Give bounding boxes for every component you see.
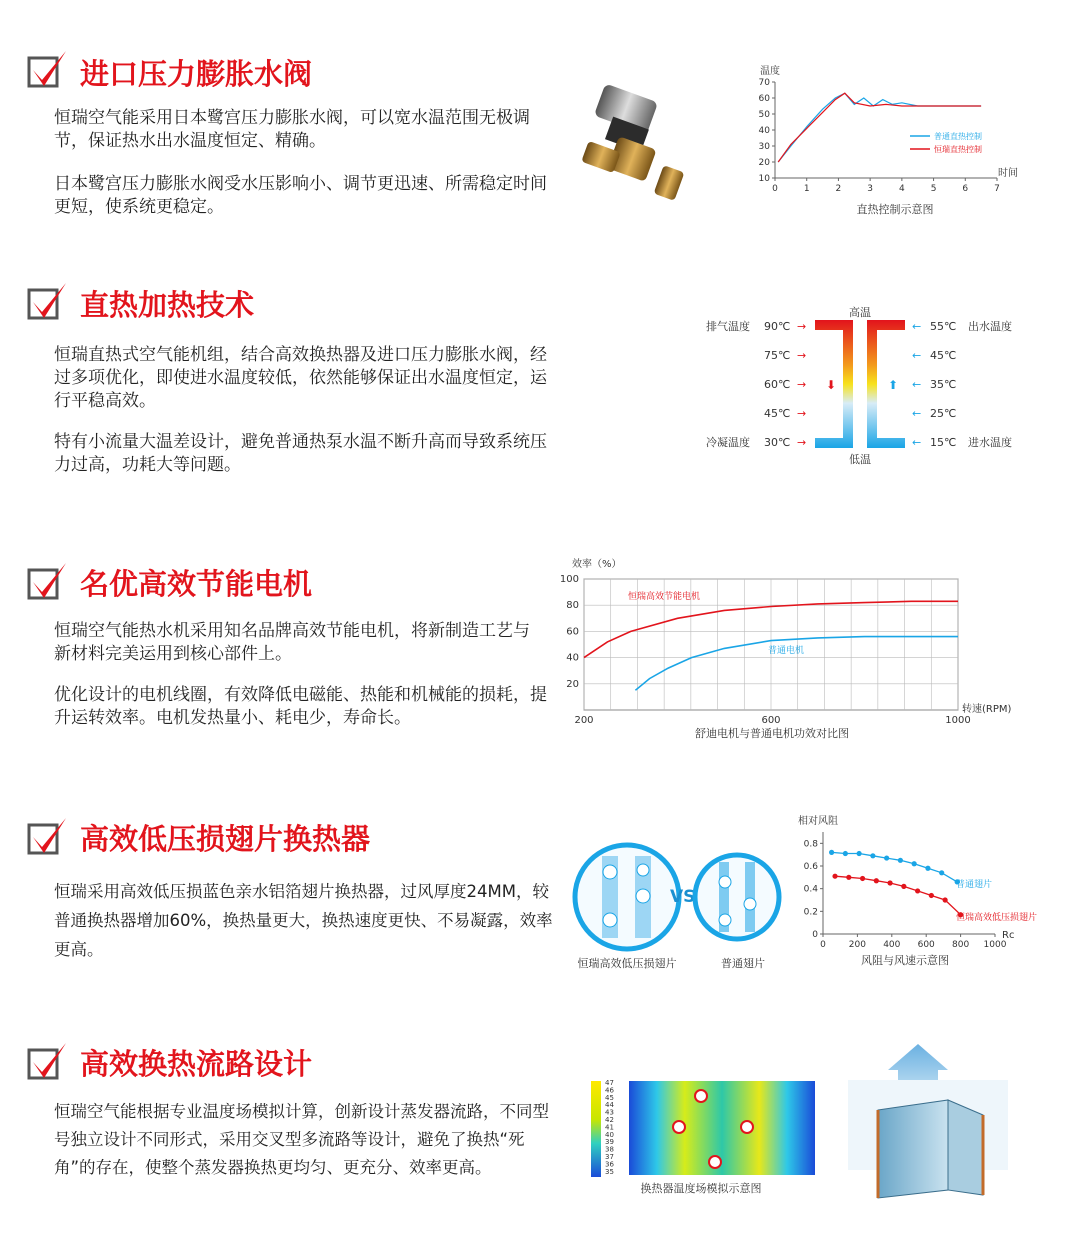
y-tick-label: 0.4 — [803, 884, 818, 895]
section-paragraph: 恒瑞空气能热水机采用知名品牌高效节能电机，将新制造工艺与新材料完美运用到核心部件上。 — [54, 621, 530, 664]
vs-label: VS — [670, 887, 696, 907]
arrow-left-icon: ← — [912, 378, 922, 391]
right-temp-label: 15℃ — [930, 436, 957, 449]
scale-tick-label: 40 — [605, 1130, 614, 1139]
data-point — [870, 853, 875, 858]
section-title: 直热加热技术 — [80, 288, 255, 322]
check-icon — [26, 48, 70, 92]
data-point — [860, 876, 865, 881]
series-line-2 — [835, 876, 961, 915]
chart-title: 直热控制示意图 — [856, 203, 934, 216]
data-point — [912, 861, 917, 866]
x-tick-label: 4 — [898, 184, 905, 194]
up-arrow-icon: ⬆ — [888, 378, 899, 392]
right-temp-label: 25℃ — [930, 407, 957, 420]
data-point — [939, 870, 944, 875]
data-point — [943, 897, 948, 902]
left-temp-label: 30℃ — [764, 436, 791, 449]
series-label: 普通翅片 — [956, 880, 993, 890]
chart-title: 风阻与风速示意图 — [861, 954, 949, 967]
x-tick-label: 400 — [883, 940, 901, 950]
section-title: 高效低压损翅片换热器 — [80, 822, 371, 856]
data-point — [829, 850, 834, 855]
x-tick-label: 200 — [574, 715, 594, 726]
temperature-field-chart — [585, 1075, 825, 1200]
left-temp-label: 90℃ — [764, 320, 791, 333]
temperature-field — [629, 1081, 815, 1175]
expansion-valve-image — [578, 72, 696, 212]
section-paragraph: 恒瑞空气能根据专业温度场模拟计算，创新设计蒸发器流路，不同型号独立设计不同形式，采用交叉型多流路等设计，避免了换热“死角”的存在，使整个蒸发器换热更均匀、更充分、效率更高。 — [54, 1102, 549, 1177]
x-tick-label: 5 — [930, 184, 937, 194]
check-icon — [26, 815, 70, 859]
diagram-bottom-label: 低温 — [849, 453, 871, 466]
wind-resistance-chart — [790, 812, 1070, 972]
x-tick-label: 800 — [952, 940, 970, 950]
left-title: 排气温度 — [706, 320, 750, 333]
scale-tick-label: 38 — [605, 1145, 614, 1154]
section-paragraph: 日本鹭宫压力膨胀水阀受水压影响小、调节更迅速、所需稳定时间更短，使系统更稳定。 — [54, 174, 547, 217]
x-tick-label: 2 — [835, 184, 842, 194]
scale-tick-label: 41 — [605, 1123, 614, 1132]
left-temp-label: 75℃ — [764, 349, 791, 362]
chart-ylabel: 相对风阻 — [798, 816, 838, 827]
y-tick-label: 0.8 — [803, 839, 818, 850]
series-line-2 — [635, 637, 958, 691]
fin-comparison-image — [565, 840, 795, 975]
y-tick-label: 60 — [566, 626, 579, 638]
data-point — [887, 880, 892, 885]
chart-title: 换热器温度场模拟示意图 — [640, 1182, 762, 1195]
y-tick-label: 0 — [812, 930, 818, 940]
arrow-left-icon: ← — [912, 320, 922, 333]
section-paragraph: 恒瑞空气能采用日本鹭宫压力膨胀水阀，可以宽水温范围无极调节，保证热水出水温度恒定、精确。 — [54, 108, 530, 151]
left-fin-label: 恒瑞高效低压损翅片 — [577, 957, 677, 970]
legend-label: 普通直热控制 — [934, 132, 982, 141]
data-point — [901, 884, 906, 889]
right-heat-column — [867, 320, 905, 448]
right-fin-circle — [695, 855, 779, 939]
y-tick-label: 40 — [566, 652, 579, 664]
chart-title: 舒迪电机与普通电机功效对比图 — [695, 727, 849, 740]
check-icon — [26, 560, 70, 604]
x-tick-label: 600 — [761, 715, 781, 726]
section-title: 名优高效节能电机 — [80, 567, 313, 601]
right-fin-label: 普通翅片 — [721, 957, 765, 970]
scale-tick-label: 36 — [605, 1160, 614, 1169]
arrow-left-icon: ← — [912, 436, 922, 449]
series-label: 恒瑞高效低压损翅片 — [956, 913, 1038, 923]
data-point — [846, 875, 851, 880]
left-bottom-title: 冷凝温度 — [706, 436, 750, 449]
scale-tick-label: 39 — [605, 1138, 614, 1147]
arrow-right-icon: → — [797, 436, 807, 449]
legend-label: 恒瑞直热控制 — [934, 145, 982, 154]
series-label: 普通电机 — [768, 646, 805, 656]
x-tick-label: 0 — [820, 940, 826, 950]
y-tick-label: 20 — [566, 678, 579, 690]
left-temp-label: 45℃ — [764, 407, 791, 420]
chart-xlabel: Rc — [1002, 930, 1015, 941]
arrow-left-icon: ← — [912, 407, 922, 420]
scale-tick-label: 42 — [605, 1116, 614, 1124]
data-point — [874, 878, 879, 883]
y-tick-label: 60 — [758, 94, 770, 104]
chart-ylabel: 效率（%） — [572, 559, 622, 570]
left-temp-label: 60℃ — [764, 378, 791, 391]
scale-tick-label: 47 — [605, 1079, 614, 1087]
right-temp-label: 35℃ — [930, 378, 957, 391]
scale-tick-label: 35 — [605, 1167, 614, 1176]
data-point — [843, 851, 848, 856]
section-title: 高效换热流路设计 — [80, 1047, 313, 1081]
y-tick-label: 0.6 — [803, 862, 818, 872]
motor-efficiency-chart — [560, 555, 1030, 745]
arrow-right-icon: → — [797, 349, 807, 362]
y-tick-label: 80 — [566, 600, 579, 612]
arrow-right-icon: → — [797, 378, 807, 391]
data-point — [929, 893, 934, 898]
check-icon — [26, 280, 70, 324]
x-tick-label: 1000 — [983, 940, 1007, 950]
scale-tick-label: 45 — [605, 1093, 614, 1102]
chart-xlabel: 时间 — [998, 168, 1018, 179]
x-tick-label: 6 — [962, 184, 969, 194]
chart-ylabel: 温度 — [760, 66, 780, 77]
data-point — [884, 855, 889, 860]
x-tick-label: 3 — [867, 184, 874, 194]
right-temp-label: 55℃ — [930, 320, 957, 333]
scale-tick-label: 46 — [605, 1086, 614, 1095]
y-tick-label: 40 — [758, 126, 770, 136]
scale-tick-label: 44 — [605, 1101, 614, 1110]
section-paragraph: 恒瑞直热式空气能机组，结合高效换热器及进口压力膨胀水阀，经过多项优化，即使进水温度较低，依然能够保证出水温度恒定，运行平稳高效。 — [54, 345, 547, 411]
arrow-right-icon: → — [797, 320, 807, 333]
chart-xlabel: 转速(RPM) — [962, 704, 1012, 715]
series-label: 恒瑞高效节能电机 — [628, 592, 701, 602]
section-paragraph: 特有小流量大温差设计，避免普通热泵水温不断升高而导致系统压力过高，功耗大等问题。 — [54, 432, 547, 475]
arrow-left-icon: ← — [912, 349, 922, 362]
x-tick-label: 200 — [848, 940, 866, 950]
y-tick-label: 50 — [758, 110, 770, 120]
color-scale-bar — [591, 1081, 601, 1177]
x-tick-label: 600 — [917, 940, 935, 950]
scale-tick-label: 43 — [605, 1108, 614, 1117]
data-point — [925, 866, 930, 871]
x-tick-label: 1 — [803, 184, 810, 194]
direct-heat-chart — [750, 60, 1040, 220]
right-bottom-title: 进水温度 — [968, 436, 1012, 449]
check-icon — [26, 1040, 70, 1084]
y-tick-label: 0.2 — [803, 907, 818, 918]
y-tick-label: 70 — [758, 78, 770, 88]
arrow-right-icon: → — [797, 407, 807, 420]
x-tick-label: 0 — [772, 184, 778, 194]
down-arrow-icon: ⬇ — [826, 378, 837, 392]
x-tick-label: 7 — [994, 184, 1000, 194]
y-tick-label: 20 — [758, 158, 770, 168]
y-tick-label: 10 — [758, 174, 770, 184]
y-tick-label: 30 — [758, 142, 770, 152]
section-paragraph: 恒瑞采用高效低压损蓝色亲水铝箔翅片换热器，过风厚度24MM，较普通换热器增加60%，换热量更大，换热速度更快、不易凝露，效率更高。 — [54, 882, 553, 959]
direct-heat-diagram — [700, 300, 1030, 470]
right-title: 出水温度 — [968, 320, 1012, 333]
data-point — [832, 874, 837, 879]
left-fin-circle — [575, 845, 679, 949]
x-tick-label: 1000 — [945, 715, 971, 726]
section-title: 进口压力膨胀水阀 — [80, 57, 313, 91]
heat-exchanger-3d-image — [838, 1040, 1018, 1200]
scale-tick-label: 37 — [605, 1153, 614, 1161]
data-point — [898, 858, 903, 863]
right-temp-label: 45℃ — [930, 349, 957, 362]
section-paragraph: 优化设计的电机线圈，有效降低电磁能、热能和机械能的损耗，提升运转效率。电机发热量小、耗电少，寿命长。 — [54, 685, 547, 728]
data-point — [857, 851, 862, 856]
y-tick-label: 100 — [560, 574, 579, 585]
diagram-top-label: 高温 — [849, 306, 871, 319]
data-point — [915, 888, 920, 893]
